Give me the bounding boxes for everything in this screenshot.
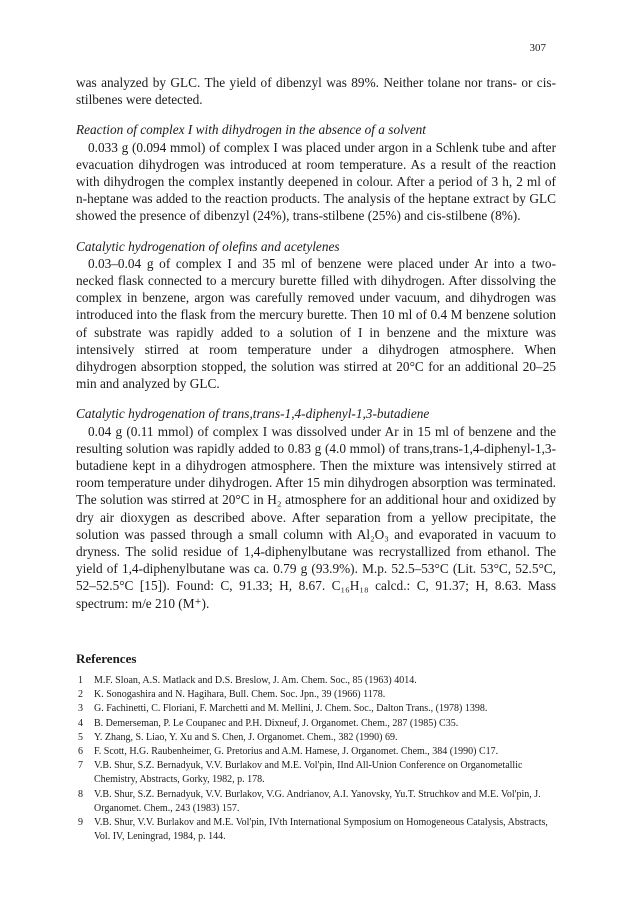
section-heading: Catalytic hydrogenation of trans,trans-1,4-diphenyl-1,3-butadiene [76,406,430,422]
reference-text: V.B. Shur, V.V. Burlakov and M.E. Vol'pin, IVth International Symposium on Homogeneous Catalysis, Abstracts, Vol. IV, Leningrad, 1984, p. 144. [94,817,548,843]
paragraph: 0.04 g (0.11 mmol) of complex I was dissolved under Ar in 15 ml of benzene and the resulting solution was rapidly added to 0.83 g (4.0 mmol) of trans,trans-1,4-diphenyl-1,3-butadiene kept in a dihydrogen atmosphere. Then the mixture was intensively stirred at room temperature under dihydrogen. After 15 min dihydrogen absorption was terminated. The solution was stirred at 20°C in H₂ atmosphere for an additional hour and oxidized by dry air dioxygen as described above. After separation from a yellow precipitate, the solution was passed through a small column with Al₂O₃ and evaporated in vacuum to dryness. The solid residue of 1,4-diphenylbutane was recrystallized from ethanol. The yield of 1,4-diphenylbutane was ca. 0.79 g (93.9%). M.p. 52.5–53°C (Lit. 53°C, 52.5°C, 52–52.5°C [15]). Found: C, 91.33; H, 8.67. C₁₆H₁₈ calcd.: C, 91.37; H, 8.63. Mass spectrum: m/e 210 (M⁺). [76,423,556,611]
reference-number: 9 [78,817,83,829]
reference-text: K. Sonogashira and N. Hagihara, Bull. Chem. Soc. Jpn., 39 (1966) 1178. [94,689,386,701]
reference-item [76,717,556,731]
reference-item [76,702,556,716]
reference-number: 2 [78,689,83,701]
reference-number: 8 [78,788,83,800]
reference-text: F. Scott, H.G. Raubenheimer, G. Pretorius and A.M. Hamese, J. Organomet. Chem., 384 (1990) C17. [94,746,499,758]
reference-item [76,745,556,759]
reference-number: 1 [78,675,83,686]
section-heading: Catalytic hydrogenation of olefins and acetylenes [76,238,340,254]
reference-number: 5 [78,731,83,743]
references-title: References [76,651,137,666]
reference-number: 7 [78,760,83,772]
paragraph: 0.03–0.04 g of complex I and 35 ml of benzene were placed under Ar into a two-necked flask connected to a mercury burette filled with dihydrogen. After dissolving the complex in benzene, argon was carefully removed under vacuum, and dihydrogen was introduced into the flask from the mercury burette. Then 10 ml of 0.4 M benzene solution of substrate was rapidly added to a solution of I in benzene and the mixture was intensively stirred at room temperature under a dihydrogen atmosphere. When dihydrogen absorption stopped, the solution was stirred at 20°C for an additional 20–25 min and analyzed by GLC. [76,255,556,392]
section-heading: Reaction of complex I with dihydrogen in the absence of a solvent [76,122,426,138]
reference-item [76,731,556,745]
reference-text: V.B. Shur, S.Z. Bernadyuk, V.V. Burlakov and M.E. Vol'pin, IInd All-Union Conference on Organometallic Chemistry, Abstracts, Gorky, 1982, p. 178. [94,760,523,786]
page-number: 307 [529,42,546,54]
reference-number: 4 [78,717,83,729]
reference-number: 6 [78,746,83,758]
reference-number: 3 [78,703,83,715]
reference-item [76,688,556,702]
reference-text: M.F. Sloan, A.S. Matlack and D.S. Breslow, J. Am. Chem. Soc., 85 (1963) 4014. [94,675,417,686]
reference-item [76,674,556,688]
paragraph: 0.033 g (0.094 mmol) of complex I was placed under argon in a Schlenk tube and after evacuation dihydrogen was introduced at room temperature. As a result of the reaction with dihydrogen the complex instantly deepened in colour. After a period of 3 h, 2 ml of n-heptane was added to the reaction products. The analysis of the heptane extract by GLC showed the presence of dibenzyl (24%), trans-stilbene (25%) and cis-stilbene (8%). [76,139,556,224]
reference-text: Y. Zhang, S. Liao, Y. Xu and S. Chen, J. Organomet. Chem., 382 (1990) 69. [94,731,398,743]
reference-text: B. Demerseman, P. Le Coupanec and P.H. Dixneuf, J. Organomet. Chem., 287 (1985) C35. [94,717,459,729]
reference-item [76,816,556,844]
reference-item [76,788,556,816]
reference-text: G. Fachinetti, C. Floriani, F. Marchetti and M. Mellini, J. Chem. Soc., Dalton Trans., (1978) 1398. [94,703,488,715]
references-list [76,674,556,844]
reference-item [76,759,556,787]
reference-text: V.B. Shur, S.Z. Bernadyuk, V.V. Burlakov, V.G. Andrianov, A.I. Yanovsky, Yu.T. Struchkov and M.E. Vol'pin, J. Organomet. Chem., 243 (1983) 157. [94,788,541,814]
paragraph: was analyzed by GLC. The yield of dibenzyl was 89%. Neither tolane nor trans- or cis-stilbenes were detected. [76,75,556,108]
body-text [76,74,556,612]
